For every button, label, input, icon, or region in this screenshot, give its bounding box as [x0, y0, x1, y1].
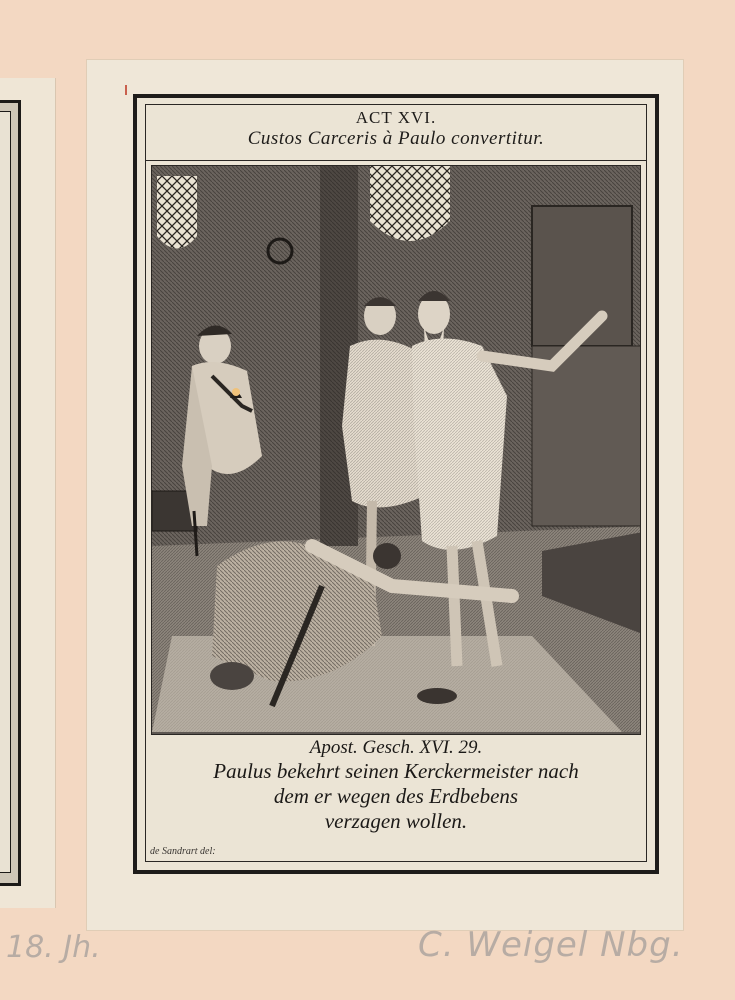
caption-line-3: verzagen wollen.: [324, 809, 468, 833]
title-act: ACT XVI.: [355, 108, 437, 127]
engraving-plate: [133, 94, 659, 874]
engraved-scene: [151, 165, 641, 735]
adjacent-print-edge: [0, 78, 55, 908]
adjacent-print-frame: [0, 100, 21, 886]
caption-block: [146, 737, 646, 861]
title-latin: Custos Carceris à Paulo convertitur.: [247, 128, 545, 149]
red-pencil-mark: [125, 85, 127, 95]
plate-inner-border: [145, 104, 647, 862]
caption-line-1: Paulus bekehrt seinen Kerckermeister nach: [213, 759, 579, 783]
caption-reference: Apost. Gesch. XVI. 29.: [309, 737, 483, 758]
caption-line-2: dem er wegen des Erdbebens: [273, 784, 519, 808]
pencil-annotation-publisher: C. Weigel Nbg.: [418, 925, 684, 965]
adjacent-print-inner-frame: [0, 111, 11, 873]
artist-signature: de Sandrart del:: [150, 846, 216, 857]
title-cartouche: [146, 105, 646, 161]
prison-scene-illustration: [152, 166, 641, 732]
pencil-annotation-date: 18. Jh.: [6, 930, 101, 965]
fallen-hat: [417, 688, 457, 704]
